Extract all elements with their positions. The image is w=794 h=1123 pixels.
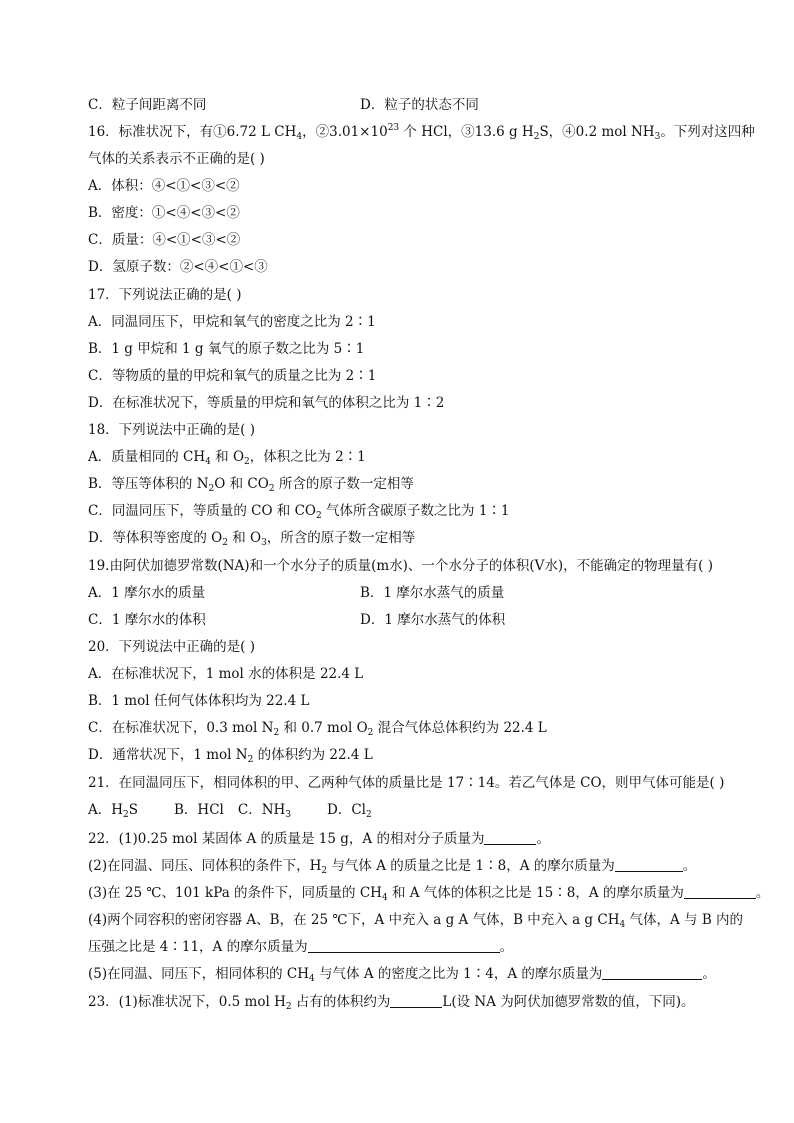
answer-blank [602, 966, 702, 980]
answer-blank [615, 858, 683, 872]
answer-blank [390, 994, 442, 1008]
q17-option-b: B．1 g 甲烷和 1 g 氧气的原子数之比为 5∶1 [88, 341, 365, 357]
answer-blank [308, 939, 500, 953]
q22-part5: (5)在同温、同压下，相同体积的 $CH_4$ 与气体 A 的密度之比为 1∶4，A 的摩尔质量为 。 [88, 966, 716, 984]
q20-stem: 20．下列说法中正确的是( ) [88, 639, 256, 655]
q16-option-b: B．密度：①<④<③<② [88, 205, 240, 221]
q22-part4-line1: (4)两个同容积的密闭容器 A、B，在 25 ℃下，A 中充入 a g A 气体，B 中充入 a g $CH_4$ 气体，A 与 B 内的 [88, 912, 744, 930]
q19-option-d: D．1 摩尔水蒸气的体积 [360, 612, 506, 628]
q17-option-c: C．等物质的量的甲烷和氧气的质量之比为 2∶1 [88, 368, 377, 384]
q18-option-d: D．等体积等密度的 $O_2$ 和 $O_3$，所含的原子数一定相等 [88, 530, 416, 548]
q21-options [88, 801, 372, 819]
answer-blank [484, 831, 536, 845]
q16-option-a: A．体积：④<①<③<② [88, 178, 240, 194]
q19-option-c: C．1 摩尔水的体积 [88, 612, 206, 628]
q22-part1: 22．(1)0.25 mol 某固体 A 的质量是 15 g，A 的相对分子质量为 。 [88, 831, 550, 847]
q16-option-c: C．质量：④<①<③<② [88, 232, 241, 248]
q21-option-b: B．HCl [174, 802, 224, 818]
q16-stem-line2: 气体的关系表示不正确的是( ) [88, 151, 265, 167]
q23-part1: 23．(1)标准状况下，0.5 mol $H_2$ 占有的体积约为 L(设 NA 为阿伏加德罗常数的值，下同)。 [88, 994, 695, 1012]
q20-option-a: A．在标准状况下，1 mol 水的体积是 22.4 L [88, 666, 364, 682]
q17-option-d: D．在标准状况下，等质量的甲烷和氧气的体积之比为 1∶2 [88, 395, 445, 411]
q19-stem: 19.由阿伏加德罗常数(NA)和一个水分子的质量(m水)、一个水分子的体积(V水)，不能确定的物理量有( ) [88, 558, 714, 574]
q21-option-a: A．$H_2S$ [88, 802, 139, 820]
q20-option-c: C．在标准状况下，0.3 mol $N_2$ 和 0.7 mol $O_2$ 混合气体总体积约为 22.4 L [88, 720, 547, 738]
q18-option-a: A．质量相同的 $CH_4$ 和 $O_2$，体积之比为 2∶1 [88, 449, 366, 467]
q20-option-b: B．1 mol 任何气体体积均为 22.4 L [88, 693, 310, 709]
q19-option-a: A．1 摩尔水的质量 [88, 585, 206, 601]
q22-part2: (2)在同温、同压、同体积的条件下，$H_2$ 与气体 A 的质量之比是 1∶8，A 的摩尔质量为 。 [88, 858, 697, 876]
q22-part3: (3)在 25 ℃、101 kPa 的条件下，同质量的 $CH_4$ 和 A 气体的体积之比是 15∶8，A 的摩尔质量为 。 [88, 885, 770, 903]
q15-option-d: D．粒子的状态不同 [360, 97, 479, 113]
q15-option-c: C．粒子间距离不同 [88, 97, 207, 113]
answer-blank [684, 885, 756, 899]
q21-option-d: D．$Cl_2$ [327, 802, 372, 820]
q19-option-b: B．1 摩尔水蒸气的质量 [360, 585, 505, 601]
q21-option-c: C．$NH_3$ [237, 802, 292, 820]
q21-stem: 21．在同温同压下，相同体积的甲、乙两种气体的质量比是 17∶14。若乙气体是 CO，则甲气体可能是( ) [88, 775, 725, 791]
q16-option-d: D．氢原子数：②<④<①<③ [88, 259, 268, 275]
q16-stem: 16．标准状况下，有①6.72 L $CH_4$，$②3.01\times 10^{23}$ 个 HCl，③13.6 g $H_2S$，④0.2 mol $NH_3$。下列对这四种 [88, 123, 755, 142]
q20-option-d: D．通常状况下，1 mol $N_2$ 的体积约为 22.4 L [88, 747, 373, 765]
q18-option-c: C．同温同压下，等质量的 CO 和 $CO_2$ 气体所含碳原子数之比为 1∶1 [88, 503, 510, 521]
q18-option-b: B．等压等体积的 $N_2O$ 和 $CO_2$ 所含的原子数一定相等 [88, 476, 414, 494]
q17-option-a: A．同温同压下，甲烷和氧气的密度之比为 2∶1 [88, 314, 376, 330]
q22-part4-line2: 压强之比是 4∶11，A 的摩尔质量为 。 [88, 939, 514, 955]
q17-stem: 17．下列说法正确的是( ) [88, 287, 242, 303]
q18-stem: 18．下列说法中正确的是( ) [88, 422, 256, 438]
